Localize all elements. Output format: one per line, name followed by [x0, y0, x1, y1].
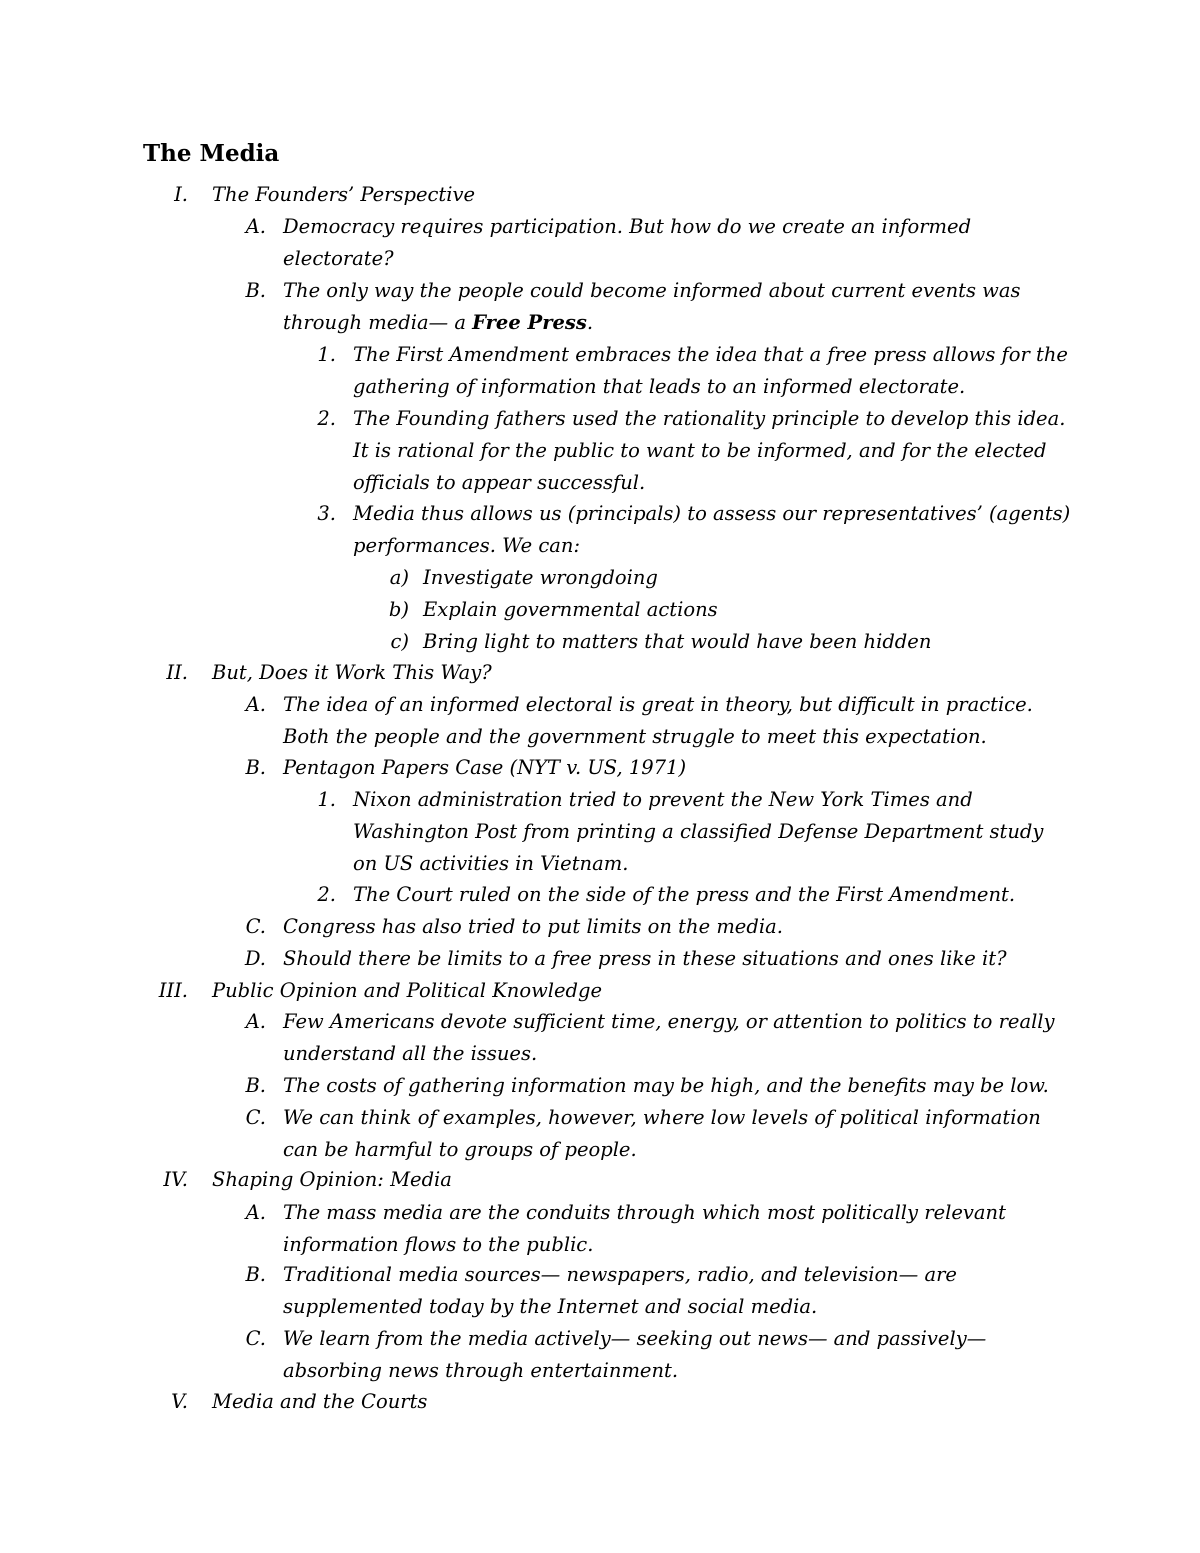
outline-marker: B.: [245, 279, 266, 302]
outline-text: [283, 1259, 1073, 1323]
outline-text-main: Explain governmental actions: [423, 598, 718, 621]
outline-text: [212, 1164, 1112, 1196]
outline-text: [353, 784, 1073, 880]
outline-text: [353, 498, 1073, 562]
outline-item-level-1: [174, 179, 1112, 211]
outline-text: [212, 975, 1112, 1007]
outline-item-level-4: [389, 562, 1073, 594]
outline-text: [353, 403, 1073, 499]
outline-marker: A.: [245, 1010, 266, 1033]
outline-item-level-1: [166, 657, 1112, 689]
outline-item-level-4: [390, 626, 1073, 658]
outline-text: [283, 689, 1073, 753]
outline-text: [283, 1197, 1073, 1261]
outline-text-main: Should there be limits to a free press in these situations and ones like it?: [283, 947, 1007, 970]
outline-item-level-2: [245, 1197, 1073, 1261]
outline-text: [353, 879, 1073, 911]
outline-text-main: The Founding fathers used the rationality principle to develop this idea. It is rational for the public to want to be informed, and for the elected officials to appear successful.: [353, 407, 1066, 494]
outline-text: [283, 211, 1073, 275]
outline-text-main: The Court ruled on the side of the press and the First Amendment.: [353, 883, 1016, 906]
outline-marker: A.: [245, 693, 266, 716]
outline-text: [283, 1006, 1073, 1070]
outline-item-level-2: [245, 275, 1073, 339]
outline-text-main: The Founders’ Perspective: [212, 183, 476, 206]
outline-text: [212, 1386, 1112, 1418]
outline-item-level-2: [245, 689, 1073, 753]
outline-item-level-3: [317, 784, 1073, 880]
outline-marker: I.: [174, 183, 188, 206]
outline-text-main: Democracy requires participation. But how do we create an informed electorate?: [283, 215, 972, 270]
outline-text: [423, 594, 1073, 626]
outline-item-level-3: [317, 498, 1073, 562]
outline-marker: b): [388, 598, 409, 621]
outline-text: [283, 1102, 1073, 1166]
outline-text-main: But, Does it Work This Way?: [212, 661, 492, 684]
outline-marker: C.: [245, 1327, 266, 1350]
outline-marker: 1.: [317, 788, 336, 811]
outline-item-level-3: [317, 879, 1073, 911]
outline-marker: C.: [245, 1106, 266, 1129]
outline-item-level-2: [245, 752, 1073, 784]
outline-text-main: Shaping Opinion: Media: [212, 1168, 452, 1191]
outline-marker: B.: [245, 756, 266, 779]
outline-item-level-2: [245, 211, 1073, 275]
outline-item-level-1: [171, 1386, 1112, 1418]
outline-text: [283, 1070, 1073, 1102]
outline-text-main: We learn from the media actively— seeking out news— and passively— absorbing news through entertainment.: [283, 1327, 987, 1382]
outline-text-main: Nixon administration tried to prevent the New York Times and Washington Post from printing a classified Defense Department study on US activities in Vietnam.: [353, 788, 1044, 875]
outline-marker: IV.: [163, 1168, 188, 1191]
outline-marker: 3.: [317, 502, 336, 525]
document-title: The Media: [143, 140, 280, 167]
outline-marker: c): [390, 630, 409, 653]
outline-item-level-2: [245, 1259, 1073, 1323]
outline-text-main: The idea of an informed electoral is great in theory, but difficult in practice. Both the people and the government struggle to meet this expectation.: [283, 693, 1033, 748]
outline-item-level-4: [388, 594, 1073, 626]
outline-text-main: Pentagon Papers Case (NYT v. US, 1971): [283, 756, 687, 779]
outline-marker: III.: [158, 979, 188, 1002]
outline-text: [212, 179, 1112, 211]
outline-text-main: Investigate wrongdoing: [423, 566, 658, 589]
outline-text-bold: Free Press: [472, 311, 587, 334]
outline-text-main: The First Amendment embraces the idea that a free press allows for the gathering of information that leads to an informed electorate.: [353, 343, 1068, 398]
outline-marker: C.: [245, 915, 266, 938]
outline-marker: D.: [244, 947, 266, 970]
outline-item-level-2: [244, 943, 1073, 975]
outline-text: [423, 626, 1073, 658]
outline-text: [283, 943, 1073, 975]
outline-marker: 1.: [317, 343, 336, 366]
outline-item-level-2: [245, 1323, 1073, 1387]
outline-text-main: Few Americans devote sufficient time, energy, or attention to politics to really understand all the issues.: [283, 1010, 1055, 1065]
outline-text-main: The mass media are the conduits through which most politically relevant information flows to the public.: [283, 1201, 1006, 1256]
outline-text: [283, 275, 1073, 339]
outline-item-level-1: [163, 1164, 1112, 1196]
outline-item-level-2: [245, 1102, 1073, 1166]
outline-marker: A.: [245, 215, 266, 238]
outline-marker: 2.: [317, 407, 336, 430]
outline-text: [212, 657, 1112, 689]
outline-text-main: Public Opinion and Political Knowledge: [212, 979, 603, 1002]
outline-text: [283, 752, 1073, 784]
outline-text-main: Media thus allows us (principals) to assess our representatives’ (agents) performances. We can:: [353, 502, 1071, 557]
outline-item-level-2: [245, 911, 1073, 943]
outline-text-main: Bring light to matters that would have been hidden: [423, 630, 932, 653]
outline-marker: V.: [171, 1390, 188, 1413]
outline-item-level-2: [245, 1070, 1073, 1102]
outline-text-after: .: [586, 311, 594, 334]
outline-item-level-1: [158, 975, 1112, 1007]
outline-item-level-3: [317, 339, 1073, 403]
outline-marker: A.: [245, 1201, 266, 1224]
outline-text: [283, 911, 1073, 943]
outline-text: [283, 1323, 1073, 1387]
outline-text: [423, 562, 1073, 594]
outline-text-main: The only way the people could become informed about current events was through media— a: [283, 279, 1021, 334]
outline-marker: II.: [166, 661, 188, 684]
outline-marker: B.: [245, 1263, 266, 1286]
outline-text-main: Media and the Courts: [212, 1390, 428, 1413]
outline-marker: B.: [245, 1074, 266, 1097]
outline-text-main: Traditional media sources— newspapers, radio, and television— are supplemented today by the Internet and social media.: [283, 1263, 957, 1318]
outline-text-main: The costs of gathering information may be high, and the benefits may be low.: [283, 1074, 1049, 1097]
outline-text-main: Congress has also tried to put limits on the media.: [283, 915, 783, 938]
outline-item-level-2: [245, 1006, 1073, 1070]
outline-text-main: We can think of examples, however, where low levels of political information can be harmful to groups of people.: [283, 1106, 1041, 1161]
outline-marker: a): [389, 566, 409, 589]
outline-text: [353, 339, 1073, 403]
outline-marker: 2.: [317, 883, 336, 906]
outline-item-level-3: [317, 403, 1073, 499]
